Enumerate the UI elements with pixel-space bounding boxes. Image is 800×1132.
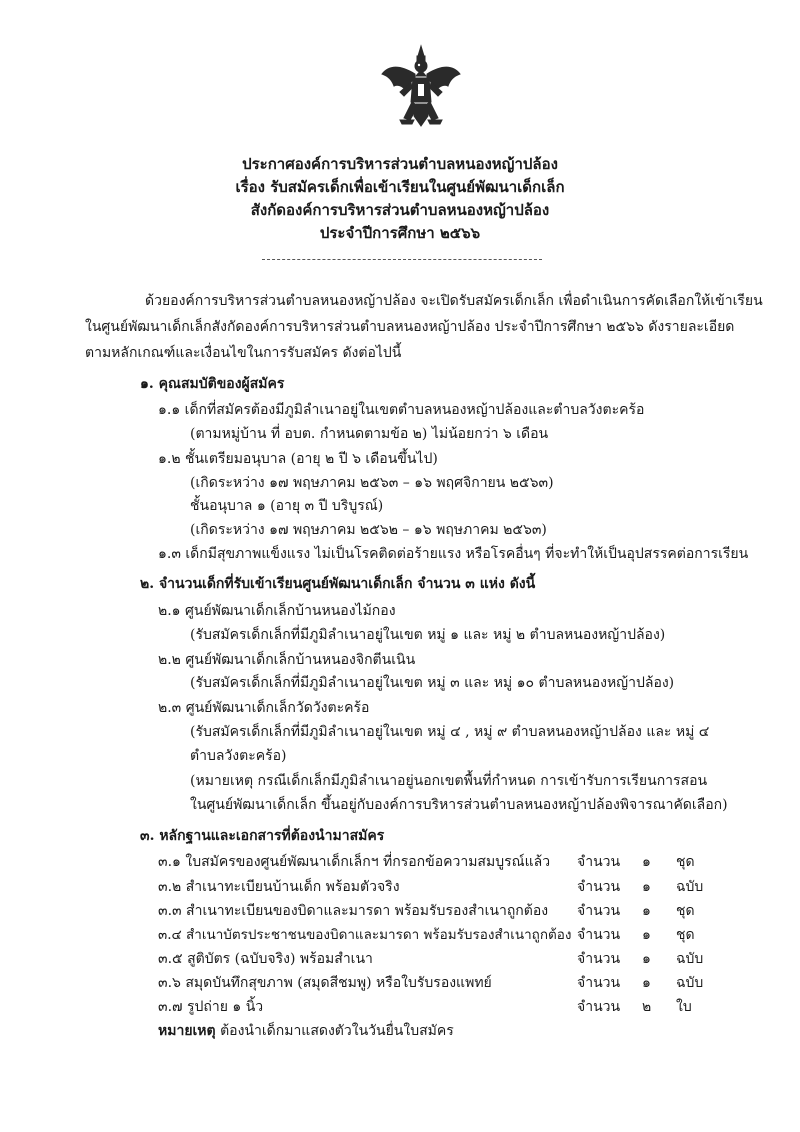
section-2-note: (หมายเหตุ กรณีเด็กเล็กมีภูมิลำเนาอยู่นอกเขตพื้นที่กำหนด การเข้ารับการเรียนการสอน (190, 773, 708, 789)
quantity-label: จำนวน (577, 951, 621, 967)
section-2-item: (รับสมัครเด็กเล็กที่มีภูมิลำเนาอยู่ในเขต หมู่ ๔ , หมู่ ๙ ตำบลหนองหญ้าปล้อง และ หมู่ ๔ (190, 724, 710, 740)
intro-line: ตามหลักเกณฑ์และเงื่อนไขในการรับสมัคร ดังต่อไปนี้ (85, 345, 402, 361)
section-1-item: ๑.๒ ชั้นเตรียมอนุบาล (อายุ ๒ ปี ๖ เดือนขึ้นไป) (158, 451, 438, 467)
quantity-unit: ฉบับ (676, 975, 704, 991)
section-2-item: ตำบลวังตะคร้อ) (190, 748, 287, 764)
quantity-number: ๑ (642, 951, 651, 967)
quantity-number: ๑ (642, 854, 651, 870)
quantity-unit: ชุด (676, 927, 695, 943)
section-2-item: ๒.๑ ศูนย์พัฒนาเด็กเล็กบ้านหนองไม้กอง (158, 603, 396, 619)
document-item: ๓.๕ สูติบัตร (ฉบับจริง) พร้อมสำเนา (158, 951, 373, 967)
quantity-label: จำนวน (577, 999, 621, 1015)
quantity-unit: ฉบับ (676, 951, 704, 967)
header-divider (262, 259, 542, 260)
section-2-item: (รับสมัครเด็กเล็กที่มีภูมิลำเนาอยู่ในเขต หมู่ ๑ และ หมู่ ๒ ตำบลหนองหญ้าปล้อง) (190, 627, 666, 643)
quantity-label: จำนวน (577, 854, 621, 870)
note-label: หมายเหตุ (158, 1023, 216, 1039)
quantity-unit: ชุด (676, 903, 695, 919)
section-2-item: ๒.๒ ศูนย์พัฒนาเด็กเล็กบ้านหนองจิกตีนเนิน (158, 652, 416, 668)
section-1-item: (ตามหมู่บ้าน ที่ อบต. กำหนดตามข้อ ๒) ไม่น้อยกว่า ๖ เดือน (190, 426, 549, 442)
announcement-year: ประจำปีการศึกษา ๒๕๖๖ (319, 224, 481, 242)
section-1-item: ชั้นอนุบาล ๑ (อายุ ๓ ปี บริบูรณ์) (190, 498, 384, 514)
announcement-title: ประกาศองค์การบริหารส่วนตำบลหนองหญ้าปล้อง (242, 155, 558, 173)
document-item: ๓.๒ สำเนาทะเบียนบ้านเด็ก พร้อมตัวจริง (158, 879, 400, 895)
document-item: ๓.๑ ใบสมัครของศูนย์พัฒนาเด็กเล็กฯ ที่กรอกข้อความสมบูรณ์แล้ว (158, 854, 551, 870)
quantity-number: ๑ (642, 927, 651, 943)
quantity-unit: ฉบับ (676, 879, 704, 895)
quantity-label: จำนวน (577, 975, 621, 991)
section-1-title: ๑. คุณสมบัติของผู้สมัคร (140, 376, 285, 392)
section-1-item: (เกิดระหว่าง ๑๗ พฤษภาคม ๒๕๖๒ – ๑๖ พฤษภาคม ๒๕๖๓) (190, 522, 547, 538)
document-item: ๓.๖ สมุดบันทึกสุขภาพ (สมุดสีชมพู) หรือใบรับรองแพทย์ (158, 975, 492, 991)
document-item: ๓.๗ รูปถ่าย ๑ นิ้ว (158, 999, 264, 1015)
note-line (158, 1020, 454, 1042)
quantity-label: จำนวน (577, 903, 621, 919)
garuda-emblem-icon (380, 44, 462, 134)
section-2-title: ๒. จำนวนเด็กที่รับเข้าเรียนศูนย์พัฒนาเด็กเล็ก จำนวน ๓ แห่ง ดังนี้ (140, 576, 536, 592)
quantity-number: ๑ (642, 879, 651, 895)
section-2-note: ในศูนย์พัฒนาเด็กเล็ก ขึ้นอยู่กับองค์การบริหารส่วนตำบลหนองหญ้าปล้องพิจารณาคัดเลือก) (190, 797, 728, 813)
section-1-item: ๑.๓ เด็กมีสุขภาพแข็งแรง ไม่เป็นโรคติดต่อร้ายแรง หรือโรคอื่นๆ ที่จะทำให้เป็นอุปสรรคต่อการเรียน (158, 546, 749, 562)
quantity-label: จำนวน (577, 927, 621, 943)
quantity-unit: ใบ (676, 999, 692, 1015)
document-item: ๓.๔ สำเนาบัตรประชาชนของบิดาและมารดา พร้อมรับรองสำเนาถูกต้อง (158, 927, 572, 943)
intro-line: ในศูนย์พัฒนาเด็กเล็กสังกัดองค์การบริหารส่วนตำบลหนองหญ้าปล้อง ประจำปีการศึกษา ๒๕๖๖ ดังรายละเอียด (85, 319, 735, 335)
section-2-item: ๒.๓ ศูนย์พัฒนาเด็กเล็กวัดวังตะคร้อ (158, 700, 370, 716)
quantity-number: ๑ (642, 975, 651, 991)
quantity-number: ๑ (642, 903, 651, 919)
document-item: ๓.๓ สำเนาทะเบียนของบิดาและมารดา พร้อมรับรองสำเนาถูกต้อง (158, 903, 549, 919)
announcement-affiliation: สังกัดองค์การบริหารส่วนตำบลหนองหญ้าปล้อง (250, 201, 550, 219)
intro-line: ด้วยองค์การบริหารส่วนตำบลหนองหญ้าปล้อง จะเปิดรับสมัครเด็กเล็ก เพื่อดำเนินการคัดเลือกให้เข้าเรียน (145, 293, 763, 309)
section-2-item: (รับสมัครเด็กเล็กที่มีภูมิลำเนาอยู่ในเขต หมู่ ๓ และ หมู่ ๑๐ ตำบลหนองหญ้าปล้อง) (190, 675, 675, 691)
quantity-number: ๒ (642, 999, 652, 1015)
note-text: ต้องนำเด็กมาแสดงตัวในวันยื่นใบสมัคร (220, 1023, 454, 1039)
quantity-unit: ชุด (676, 854, 695, 870)
section-1-item: ๑.๑ เด็กที่สมัครต้องมีภูมิลำเนาอยู่ในเขตตำบลหนองหญ้าปล้องและตำบลวังตะคร้อ (158, 402, 645, 418)
quantity-label: จำนวน (577, 879, 621, 895)
section-1-item: (เกิดระหว่าง ๑๗ พฤษภาคม ๒๕๖๓ – ๑๖ พฤศจิกายน ๒๕๖๓) (190, 475, 554, 491)
section-3-title: ๓. หลักฐานและเอกสารที่ต้องนำมาสมัคร (140, 828, 385, 844)
announcement-subject: เรื่อง รับสมัครเด็กเพื่อเข้าเรียนในศูนย์พัฒนาเด็กเล็ก (235, 178, 565, 196)
